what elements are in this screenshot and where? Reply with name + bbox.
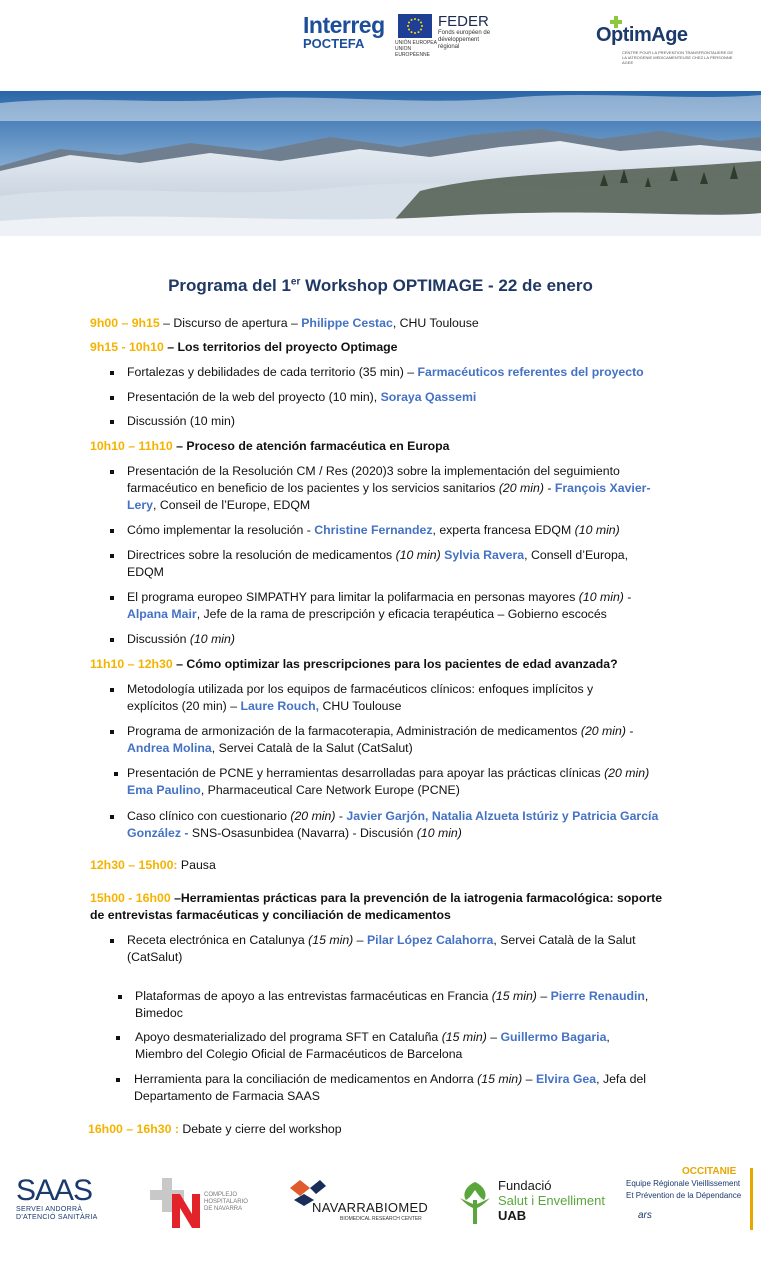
tree-icon <box>456 1180 494 1226</box>
list-item: Fortalezas y debilidades de cada territorio (35 min) – Farmacéuticos referentes del proyecto <box>127 365 644 379</box>
navarrabiomed-wordmark: NAVARRABIOMED <box>312 1200 429 1215</box>
erv-text: Equipe Régionale Vieillissement Et Prévention de la Dépendance <box>626 1179 742 1200</box>
list-item-cont: Alpana Mair, Jefe de la rama de prescripción y eficacia terapéutica – Gobierno escocés <box>127 607 607 621</box>
page-title: Programa del 1er Workshop OPTIMAGE - 22 de enero <box>168 276 593 295</box>
saas-logo <box>16 1176 98 1222</box>
bullet-icon <box>110 815 114 819</box>
bullet-icon <box>110 596 114 600</box>
session-prescriptions: 11h10 – 12h30 – Cómo optimizar las prescripciones para los pacientes de edad avanzada? <box>90 657 618 671</box>
list-item: Plataformas de apoyo a las entrevistas farmacéuticas en Francia (15 min) – Pierre Renaudin, <box>135 989 649 1003</box>
list-item-cont: Departamento de Farmacia SAAS <box>134 1089 320 1103</box>
accent-bar <box>750 1168 753 1230</box>
list-item-cont: Andrea Molina, Servei Català de la Salut (CatSalut) <box>127 741 413 755</box>
bullet-icon <box>110 420 114 424</box>
list-item: El programa europeo SIMPATHY para limitar la polifarmacia en personas mayores (10 min) - <box>127 590 632 604</box>
session-break: 12h30 – 15h00: Pausa <box>90 858 216 872</box>
saas-wordmark: SAAS <box>16 1174 93 1207</box>
list-item: Metodología utilizada por los equipos de farmacéuticos clínicos: enfoques implícitos y <box>127 682 594 696</box>
interreg-wordmark: Interreg <box>303 12 385 38</box>
list-item-cont: farmacéutico en beneficio de los pacientes y los servicios sanitarios (20 min) - François Xavier- <box>127 481 651 495</box>
navarrabiomed-subtitle: BIOMEDICAL RESEARCH CENTER <box>340 1216 422 1222</box>
optimage-tagline: CENTRE POUR LA PREVENTION TRANSFRONTALIERE DE LA IATROGENIE MEDICAMENTEUSE CHEZ LA PERSONNE AGEE <box>622 50 733 65</box>
bullet-icon <box>110 470 114 474</box>
session-closing: 16h00 – 16h30 : Debate y cierre del workshop <box>88 1122 342 1136</box>
bullet-icon <box>110 638 114 642</box>
bullet-icon <box>110 529 114 533</box>
list-item-cont: Bimedoc <box>135 1006 183 1020</box>
bullet-icon <box>110 939 114 943</box>
bullet-icon <box>110 730 114 734</box>
list-item: Apoyo desmaterializado del programa SFT en Cataluña (15 min) – Guillermo Bagaria, <box>135 1030 610 1044</box>
bullet-icon <box>118 995 122 999</box>
list-item: Receta electrónica en Catalunya (15 min) – Pilar López Calahorra, Servei Català de la Salut <box>127 933 636 947</box>
session-opening: 9h00 – 9h15 – Discurso de apertura – Philippe Cestac, CHU Toulouse <box>90 316 479 330</box>
bullet-icon <box>110 554 114 558</box>
session-pharma-care: 10h10 – 11h10 – Proceso de atención farmacéutica en Europa <box>90 439 450 453</box>
feder-subtitle: Fonds européen de développement régional <box>438 30 491 50</box>
navarrabiomed-logo <box>286 1178 436 1228</box>
chn-logo <box>150 1178 260 1228</box>
header <box>0 0 761 90</box>
bullet-icon <box>116 1078 120 1082</box>
list-item-cont: explícitos (20 min) – Laure Rouch, CHU Toulouse <box>127 699 402 713</box>
fundacio-logo <box>456 1178 606 1228</box>
eu-flag-icon <box>398 14 432 38</box>
list-item-cont: Ema Paulino, Pharmaceutical Care Network Europe (PCNE) <box>127 783 460 797</box>
session-tools-cont: de entrevistas farmacéuticas y conciliación de medicamentos <box>90 908 451 922</box>
bullet-icon <box>114 772 118 776</box>
list-item-cont: González - SNS-Osasunbidea (Navarra) - Discusión (10 min) <box>127 826 462 840</box>
list-item: Presentación de la web del proyecto (10 min), Soraya Qassemi <box>127 390 477 404</box>
saas-subtitle-1: SERVEI ANDORRÀ <box>16 1206 83 1213</box>
optimage-wordmark: OptimAge <box>596 24 688 46</box>
feder-title: FEDER <box>438 13 489 30</box>
list-item: Cómo implementar la resolución - Christine Fernandez, experta francesa EDQM (10 min) <box>127 523 620 537</box>
chn-label: COMPLEJO HOSPITALARIO DE NAVARRA <box>204 1192 248 1212</box>
session-tools: 15h00 - 16h00 –Herramientas prácticas para la prevención de la iatrogenia farmacológica: soporte <box>90 891 663 905</box>
bullet-icon <box>110 396 114 400</box>
interreg-logo <box>303 14 385 52</box>
list-item-cont: EDQM <box>127 565 164 579</box>
list-item: Discussión (10 min) <box>127 414 235 428</box>
mountain-banner-image <box>0 91 761 236</box>
list-item: Herramienta para la conciliación de medicamentos en Andorra (15 min) – Elvira Gea, Jefa del <box>134 1072 647 1086</box>
ars-logo: ars <box>638 1210 652 1221</box>
list-item: Programa de armonización de la farmacoterapia, Administración de medicamentos (20 min) - <box>127 724 634 738</box>
list-item-cont: (CatSalut) <box>127 950 183 964</box>
feder-logo <box>438 14 498 51</box>
list-item-cont: Lery, Conseil de l’Europe, EDQM <box>127 498 311 512</box>
chn-cross-icon <box>150 1178 202 1228</box>
optimage-logo <box>596 16 736 65</box>
occitanie-label: OCCITANIE <box>682 1166 737 1177</box>
list-item: Directrices sobre la resolución de medicamentos (10 min) Sylvia Ravera, Consell d’Europa, <box>127 548 629 562</box>
session-territories: 9h15 - 10h10 – Los territorios del proyecto Optimage <box>90 340 398 354</box>
bullet-icon <box>116 1036 120 1040</box>
list-item: Discussión (10 min) <box>127 632 235 646</box>
bullet-icon <box>110 371 114 375</box>
occitanie-erv-logo <box>622 1166 754 1230</box>
poctefa-label: POCTEFA <box>303 36 365 51</box>
bullet-icon <box>110 688 114 692</box>
list-item-cont: Miembro del Colegio Oficial de Farmacéuticos de Barcelona <box>135 1047 463 1061</box>
fundacio-text: Fundació Salut i Envelliment UAB <box>498 1178 605 1223</box>
eu-caption: UNIÓN EUROPEA UNION EUROPÉENNE <box>395 40 437 58</box>
list-item: Presentación de PCNE y herramientas desarrolladas para apoyar las prácticas clínicas (20 min) <box>127 766 650 780</box>
footer-logos <box>0 1160 761 1260</box>
saas-subtitle-2: D'ATENCIÓ SANITÀRIA <box>16 1214 98 1221</box>
list-item: Caso clínico con cuestionario (20 min) - Javier Garjón, Natalia Alzueta Istúriz y Patricia García <box>127 809 659 823</box>
list-item: Presentación de la Resolución CM / Res (2020)3 sobre la implementación del seguimiento <box>127 464 620 478</box>
